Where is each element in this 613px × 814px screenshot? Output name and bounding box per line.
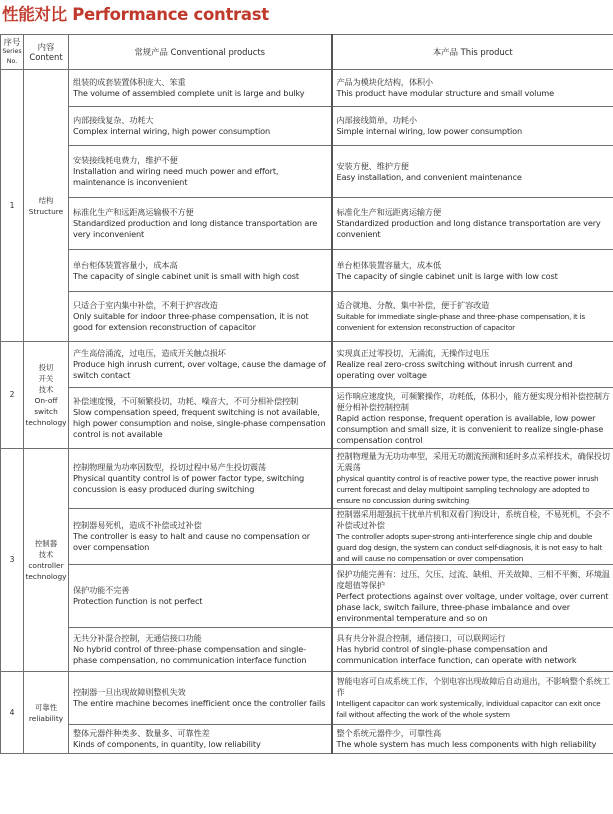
this-chinese-text: 标准化生产和远距离运输方便 (336, 207, 441, 217)
content-category-line: On-off (34, 396, 58, 405)
conv-english-text: Only suitable for indoor three-phase compensation, it is not good for extension reconstruction of capacitor (73, 311, 309, 332)
this-chinese-text: 控制器采用超强抗干扰单片机和双看门狗设计，系统自检，不易死机，不会不补偿或过补偿 (336, 509, 610, 530)
conventional-cell (69, 198, 332, 250)
this-chinese-text: 安装方便、维护方便 (336, 160, 409, 171)
table-header-row (1, 35, 613, 70)
header-content-zh: 内容 (37, 42, 55, 52)
this-chinese-text: 产品为模块化结构，体积小 (336, 77, 433, 87)
conventional-cell (69, 449, 332, 509)
series-number: 2 (1, 342, 24, 449)
this-english-text: Easy installation, and convenient maintenance (336, 171, 522, 182)
conv-chinese-text: 组装的成套装置体积庞大、笨重 (73, 77, 186, 87)
conv-chinese-text: 无共分补混合控制，无通信接口功能 (73, 633, 202, 643)
table-row (1, 388, 613, 449)
series-number: 1 (1, 70, 24, 342)
conv-english-text: The capacity of single cabinet unit is small with high cost (73, 270, 299, 281)
this-english-text: This product have modular structure and small volume (336, 88, 554, 98)
this-english-text: The controller adopts super-strong anti-interference single chip and double guard dog design, the system can conduct self-diagnosis, it is not easy to halt and will cause no compensation or over compensation (336, 532, 603, 563)
this-chinese-text: 保护功能完善有：过压、欠压、过流、缺相、开关故障、三相不平衡、环境温度超值等保护 (336, 568, 610, 590)
table-row (1, 250, 613, 292)
this-chinese-text: 智能电容可自成系统工作，个别电容出现故障后自动退出，不影响整个系统工作 (336, 676, 610, 697)
conventional-cell (69, 565, 332, 628)
this-product-cell (332, 292, 613, 342)
header-series-en-1: Series (2, 48, 22, 55)
header-conventional: 常规产品 Conventional products (69, 35, 332, 70)
table-row (1, 672, 613, 725)
content-category-line: 开关 (38, 374, 54, 383)
this-english-text: Standardized production and long distance transportation are very convenient (336, 218, 601, 239)
table-row (1, 70, 613, 107)
conv-english-text: Standardized production and long distance transportation are very inconvenient (73, 218, 318, 239)
series-number: 4 (1, 672, 24, 754)
conv-english-text: The volume of assembled complete unit is large and bulky (73, 88, 305, 98)
this-product-cell (332, 198, 613, 250)
this-english-text: Rapid action response, frequent operation is available, low power consumption and small size, it is convenient to realize single-phase compensation control (336, 412, 604, 445)
conv-english-text: Produce high inrush current, over voltage, cause the damage of switch contact (73, 359, 326, 380)
table-row (1, 565, 613, 628)
conv-english-text: Physical quantity control is of power factor type, switching concussion is easy produced during switching (73, 473, 305, 494)
this-product-cell (332, 509, 613, 565)
conv-english-text: The entire machine becomes inefficient once the controller fails (73, 698, 326, 708)
conventional-cell (69, 250, 332, 292)
conv-chinese-text: 补偿速度慢，不可频繁投切，功耗、噪音大，不可分相补偿控制 (73, 396, 299, 406)
this-chinese-text: 单台柜体装置容量大，成本低 (336, 259, 441, 270)
this-product-cell (332, 342, 613, 388)
series-number: 3 (1, 449, 24, 672)
conv-english-text: Kinds of components, in quantity, low reliability (73, 739, 261, 749)
this-product-cell (332, 672, 613, 725)
conv-english-text: Installation and wiring need much power and effort, maintenance is inconvenient (73, 166, 279, 187)
conventional-cell (69, 146, 332, 198)
content-category-line: Structure (28, 206, 64, 216)
content-category-line: controller (28, 561, 64, 570)
this-product-cell (332, 250, 613, 292)
content-category-line: 技术 (38, 550, 54, 559)
conv-chinese-text: 保护功能不完善 (73, 585, 130, 595)
conv-chinese-text: 控制物理量为功率因数型，投切过程中易产生投切震荡 (73, 462, 266, 472)
content-category (24, 342, 69, 449)
this-product-cell (332, 70, 613, 107)
conv-chinese-text: 整体元器件种类多、数量多、可靠性差 (73, 728, 210, 738)
content-category (24, 70, 69, 342)
this-product-cell (332, 725, 613, 754)
conventional-cell (69, 107, 332, 146)
conv-english-text: No hybrid control of three-phase compensation and single-phase compensation, no communication interface function (73, 644, 307, 665)
page-title: 性能对比 Performance contrast (2, 5, 269, 24)
content-category (24, 672, 69, 754)
this-chinese-text: 实现真正过零投切，无涌流，无操作过电压 (336, 348, 490, 358)
this-english-text: The capacity of single cabinet unit is large with low cost (336, 270, 558, 281)
conv-chinese-text: 只适合于室内集中补偿，不利于护容改造 (73, 300, 218, 310)
table-row (1, 342, 613, 388)
conventional-cell (69, 672, 332, 725)
conventional-cell (69, 70, 332, 107)
table-row (1, 449, 613, 509)
conventional-cell (69, 725, 332, 754)
content-category-line: 可靠性 (34, 702, 58, 712)
this-product-cell (332, 388, 613, 449)
content-category-line: technology (25, 418, 67, 427)
header-content (24, 35, 69, 70)
table-row (1, 292, 613, 342)
this-chinese-text: 具有共分补混合控制，通信接口，可以联网运行 (336, 633, 506, 643)
conv-english-text: The controller is easy to halt and cause no compensation or over compensation (73, 531, 310, 552)
header-series-zh: 序号 (3, 37, 21, 47)
this-chinese-text: 运作响应速度快，可频繁操作，功耗低，体积小，能方便实现分相补偿控制方便分相补偿控制控制 (336, 390, 610, 412)
content-category-line: 技术 (38, 385, 54, 394)
conventional-cell (69, 388, 332, 449)
this-english-text: Has hybrid control of single-phase compensation and communication interface function, can operate with network (336, 644, 577, 665)
conv-chinese-text: 控制器一旦出现故障则整机失效 (73, 687, 186, 697)
this-english-text: physical quantity control is of reactive power type, the reactive power inrush current forecast and delay multipoint sampling technology are adopted to ensure no concussion during switching (336, 474, 599, 505)
this-product-cell (332, 107, 613, 146)
this-english-text: Perfect protections against over voltage, under voltage, over current phase lack, switch failure, three-phase imbalance and over environmental temperature and so on (336, 590, 609, 623)
header-content-en: Content (29, 52, 63, 62)
header-series-en-2: No. (6, 58, 18, 65)
table-row (1, 146, 613, 198)
conv-english-text: Slow compensation speed, frequent switching is not available, high power consumption and noise, single-phase compensation control is not available (73, 407, 326, 439)
conv-chinese-text: 安装接线耗电费力，维护不便 (73, 155, 178, 165)
this-english-text: Simple internal wiring, low power consumption (336, 126, 523, 136)
this-english-text: Intelligent capacitor can work systemically, individual capacitor can exit once fail without affecting the work of the whole system (336, 699, 601, 719)
this-chinese-text: 整个系统元器件少，可靠性高 (336, 728, 441, 738)
content-category-line: 控制器 (34, 539, 58, 548)
table-row (1, 107, 613, 146)
conv-english-text: Protection function is not perfect (73, 596, 203, 606)
table-row (1, 725, 613, 754)
content-category-line: switch (34, 407, 58, 416)
content-category-line: reliability (28, 713, 64, 723)
this-chinese-text: 内部接线简单，功耗小 (336, 115, 417, 125)
table-row (1, 509, 613, 565)
content-category (24, 449, 69, 672)
conv-chinese-text: 产生高倍涌流，过电压，造成开关触点损坏 (73, 348, 226, 358)
content-category-line: 投切 (38, 363, 54, 372)
table-row (1, 628, 613, 672)
this-english-text: Realize real zero-cross switching without inrush current and operating over voltage (336, 359, 573, 380)
conv-chinese-text: 控制器易死机，造成不补偿或过补偿 (73, 520, 202, 530)
conventional-cell (69, 509, 332, 565)
content-category-line: 结构 (38, 195, 54, 205)
conventional-cell (69, 342, 332, 388)
conventional-cell (69, 292, 332, 342)
performance-comparison-table (0, 34, 613, 754)
this-chinese-text: 控制物理量为无功功率型，采用无功潮流预测和延时多点采样技术，确保投切无震荡 (336, 451, 610, 472)
header-this-product: 本产品 This product (332, 35, 613, 70)
header-series-no (1, 35, 24, 70)
this-english-text: Suitable for immediate single-phase and three-phase compensation, it is convenient for extension reconstruction of capacitor (336, 312, 585, 332)
this-product-cell (332, 565, 613, 628)
conv-chinese-text: 标准化生产和远距离运输极不方便 (73, 207, 194, 217)
conventional-cell (69, 628, 332, 672)
conv-chinese-text: 单台柜体装置容量小，成本高 (73, 259, 178, 270)
table-row (1, 198, 613, 250)
this-chinese-text: 适合就地、分散、集中补偿，便于扩容改造 (336, 300, 490, 310)
conv-english-text: Complex internal wiring, high power consumption (73, 126, 271, 136)
this-english-text: The whole system has much less components with high reliability (336, 739, 597, 749)
this-product-cell (332, 146, 613, 198)
conv-chinese-text: 内部接线复杂、功耗大 (73, 115, 154, 125)
this-product-cell (332, 449, 613, 509)
content-category-line: technology (25, 572, 67, 581)
this-product-cell (332, 628, 613, 672)
